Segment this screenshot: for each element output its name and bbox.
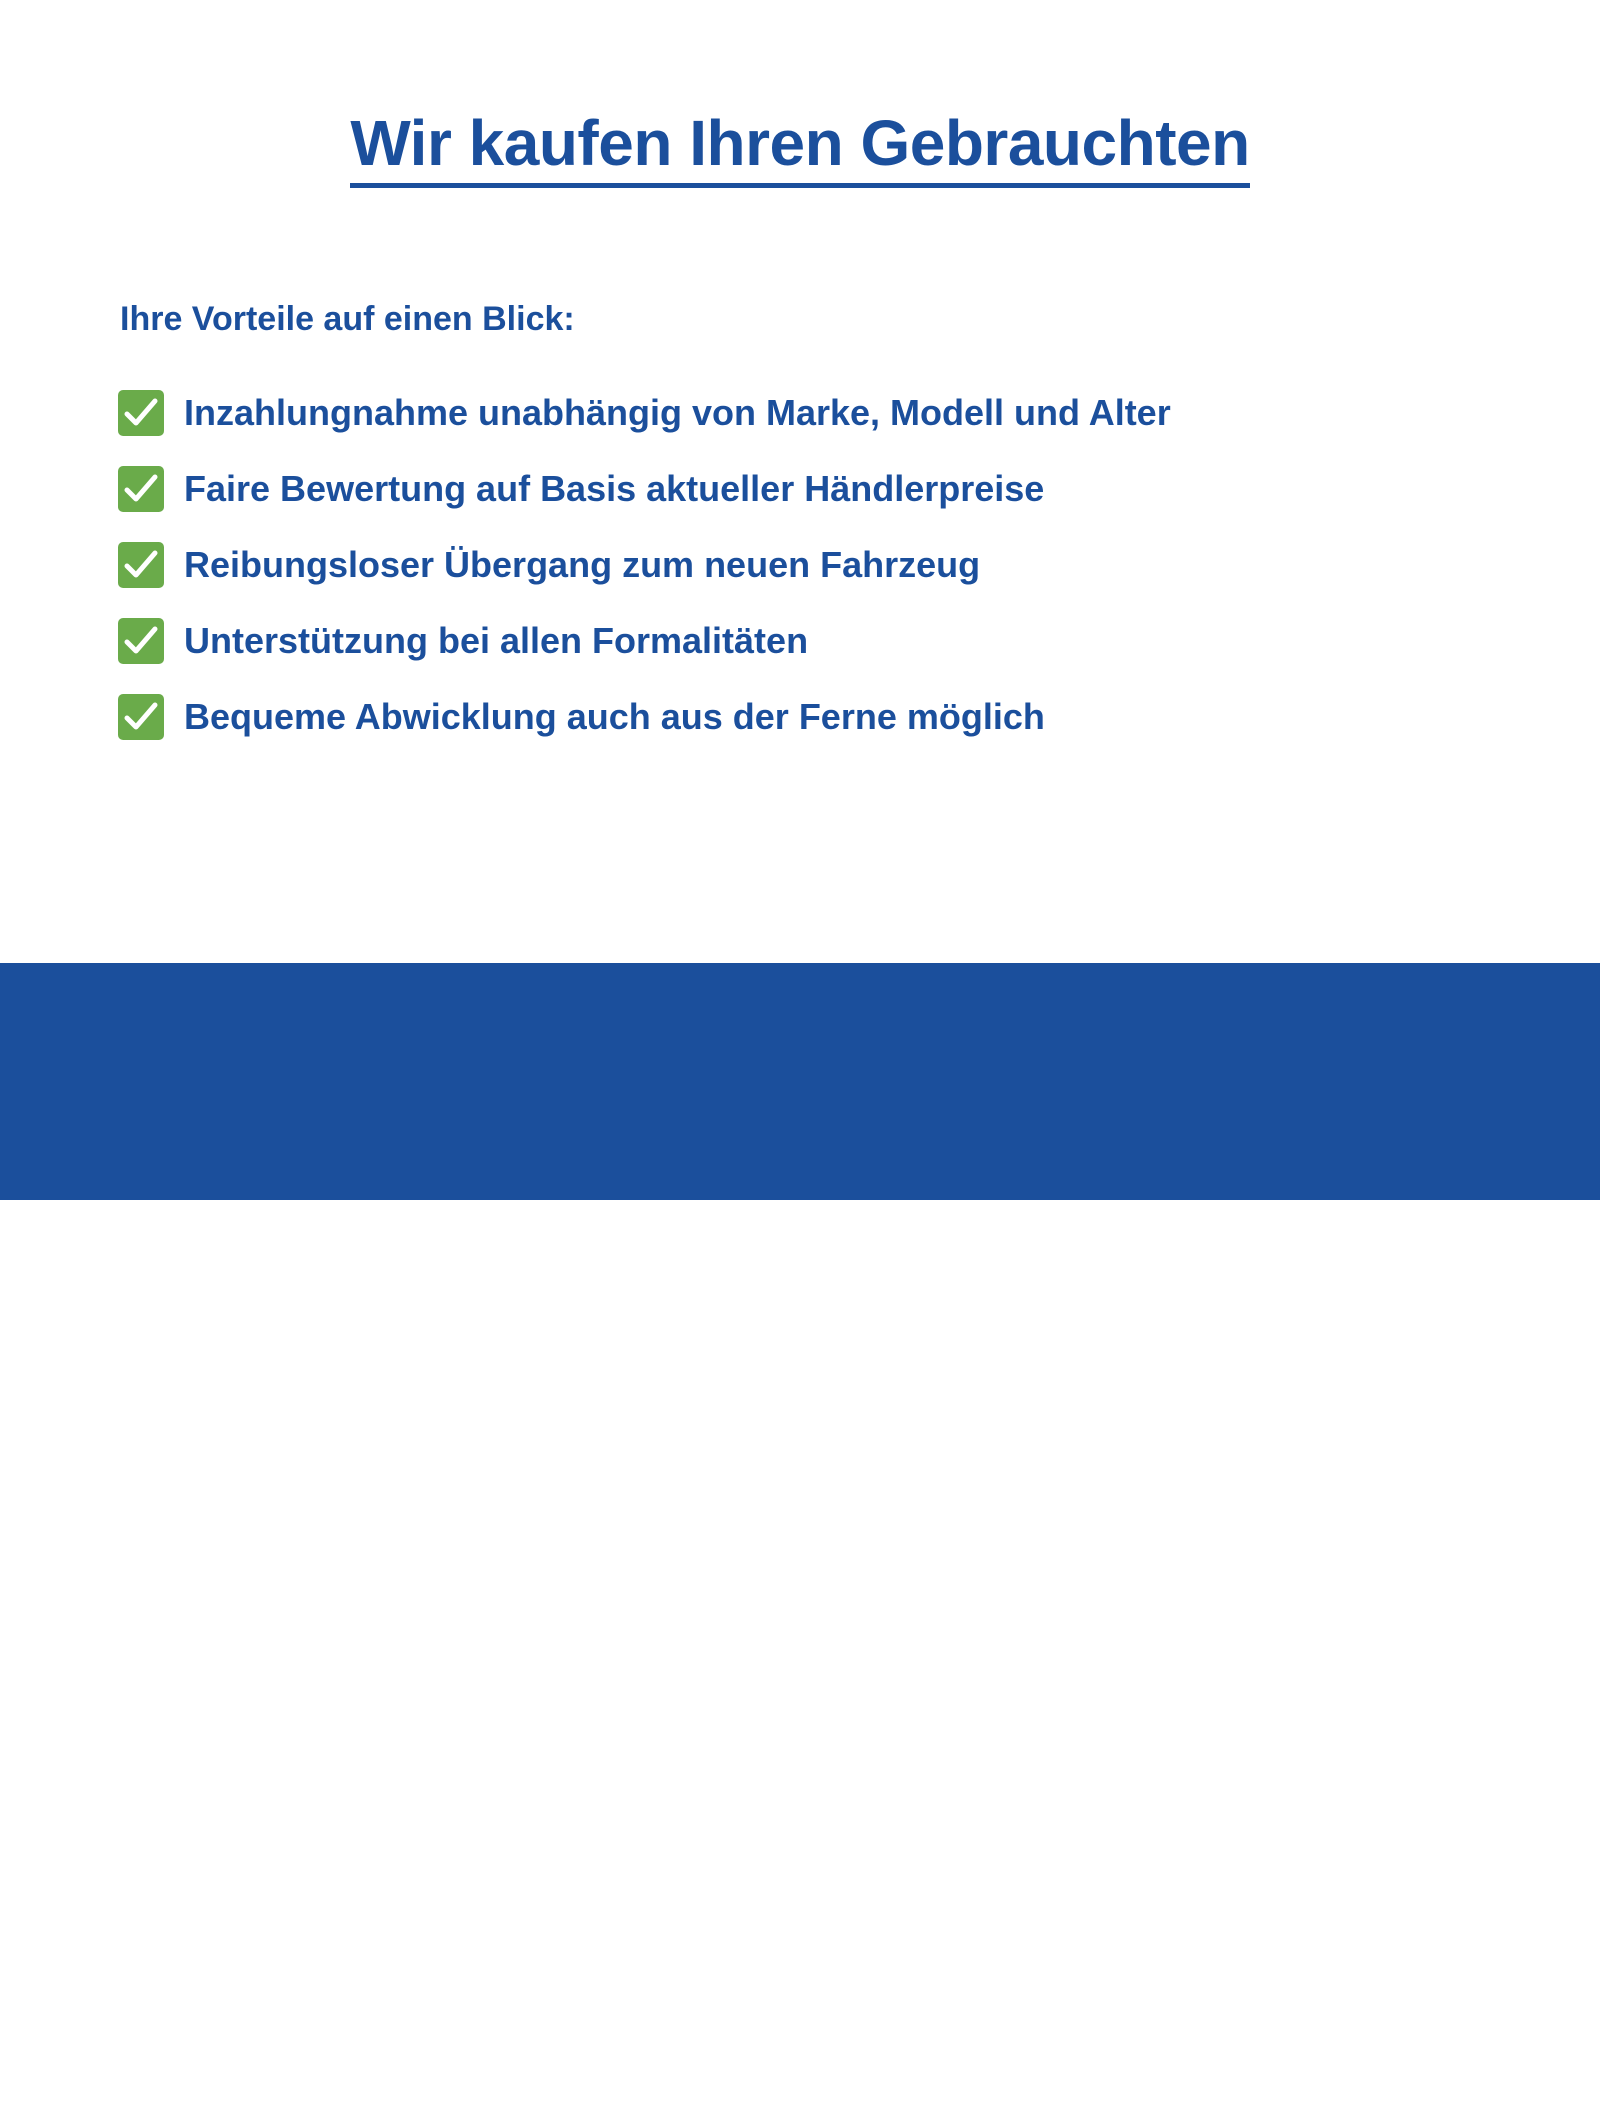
check-icon [118,466,164,512]
list-item-label: Reibungsloser Übergang zum neuen Fahrzeug [184,544,981,586]
logo-script-text: Autohaus [1168,1964,1339,2021]
list-item [118,679,1518,755]
benefits-subheading: Ihre Vorteile auf einen Blick: [120,300,575,338]
page-title-text: Wir kaufen Ihren Gebrauchten [350,110,1249,188]
list-item-label: Bequeme Abwicklung auch aus der Ferne möglich [184,696,1045,738]
page-title [0,106,1600,188]
list-item [118,375,1518,451]
check-icon [118,542,164,588]
list-item [118,451,1518,527]
check-icon [118,390,164,436]
dealer-logo [1120,1964,1450,2123]
logo-name-text: MEYER [1140,2029,1378,2090]
check-icon [118,618,164,664]
list-item-label: Inzahlungnahme unabhängig von Marke, Modell und Alter [184,392,1171,434]
list-item [118,603,1518,679]
list-item [118,527,1518,603]
slogan-text: Clever sparen. Besser fahren. [128,2002,757,2055]
check-icon [118,694,164,740]
footer-bar [0,963,1600,2103]
benefits-list [118,375,1518,755]
logo-tagline-text: EU-Neuwagen Jahreswagen Gebrauchtwagen [1124,2091,1370,2103]
list-item-label: Faire Bewertung auf Basis aktueller Händlerpreise [184,468,1045,510]
list-item-label: Unterstützung bei allen Formalitäten [184,620,809,662]
